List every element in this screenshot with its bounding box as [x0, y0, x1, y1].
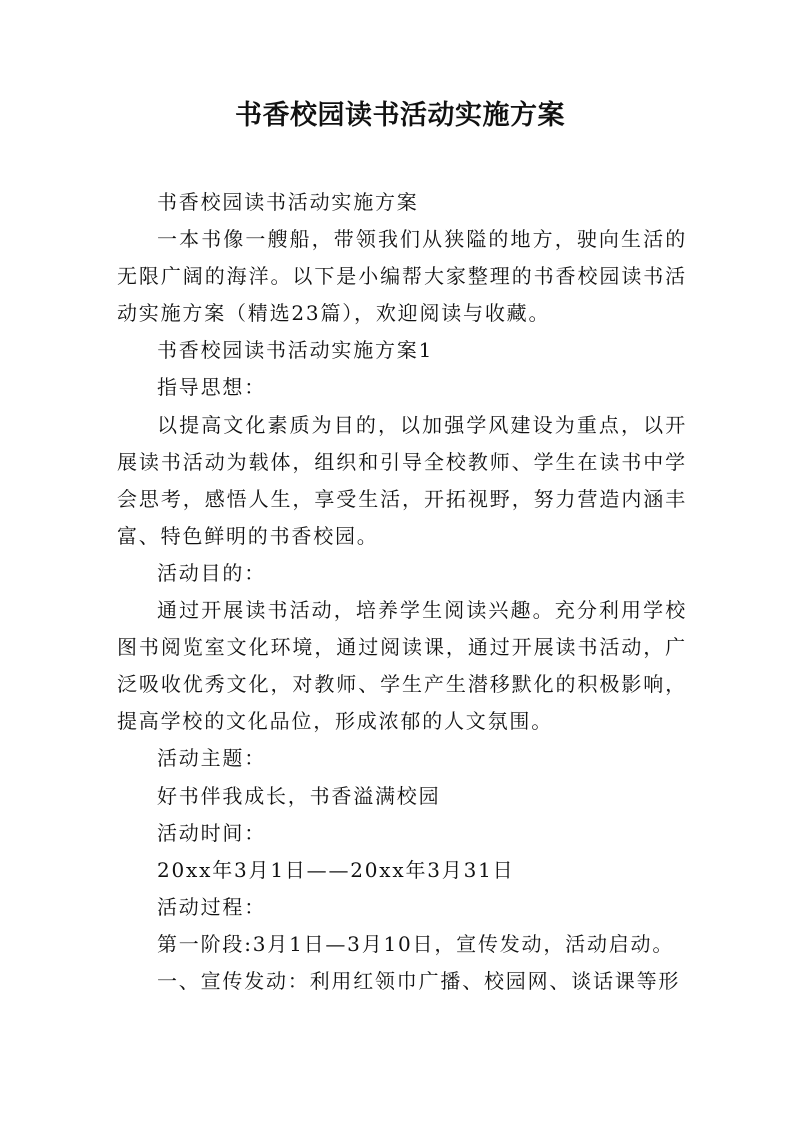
paragraph-guiding-text: 以提高文化素质为目的，以加强学风建设为重点，以开展读书活动为载体，组织和引导全校教师、学生在读书中学会思考，感悟人生，享受生活，开拓视野，努力营造内涵丰富、特色鲜明的书香校园。 [117, 412, 687, 548]
paragraph-theme-text: 好书伴我成长，书香溢满校园 [157, 783, 441, 808]
document-title: 书香校园读书活动实施方案 [235, 100, 565, 131]
paragraph-intro: 一本书像一艘船，带领我们从狭隘的地方，驶向生活的无限广阔的海洋。以下是小编帮大家整理的书香校园读书活动实施方案（精选23篇），欢迎阅读与收藏。 [117, 227, 687, 326]
paragraph-theme-label: 活动主题： [157, 746, 266, 771]
paragraph-subtitle: 书香校园读书活动实施方案 [157, 190, 419, 214]
paragraph-time-label: 活动时间： [157, 820, 266, 845]
paragraph-time-text: 20xx年3月1日——20xx年3月31日 [157, 857, 515, 882]
paragraph-purpose-label: 活动目的： [157, 560, 266, 585]
paragraph-section-heading: 书香校园读书活动实施方案1 [157, 338, 434, 363]
paragraph-purpose-text: 通过开展读书活动，培养学生阅读兴趣。充分利用学校图书阅览室文化环境，通过阅读课，通过开展读书活动，广泛吸收优秀文化，对教师、学生产生潜移默化的积极影响，提高学校的文化品位，形成浓郁的人文氛围。 [117, 598, 687, 734]
paragraph-publicity: 一、宣传发动：利用红领巾广播、校园网、谈话课等形 [157, 968, 681, 993]
paragraph-stage-one: 第一阶段:3月1日—3月10日，宣传发动，活动启动。 [157, 931, 675, 956]
document-body [117, 184, 687, 1000]
paragraph-process-label: 活动过程： [157, 894, 266, 919]
paragraph-guiding-label: 指导思想： [157, 375, 266, 400]
